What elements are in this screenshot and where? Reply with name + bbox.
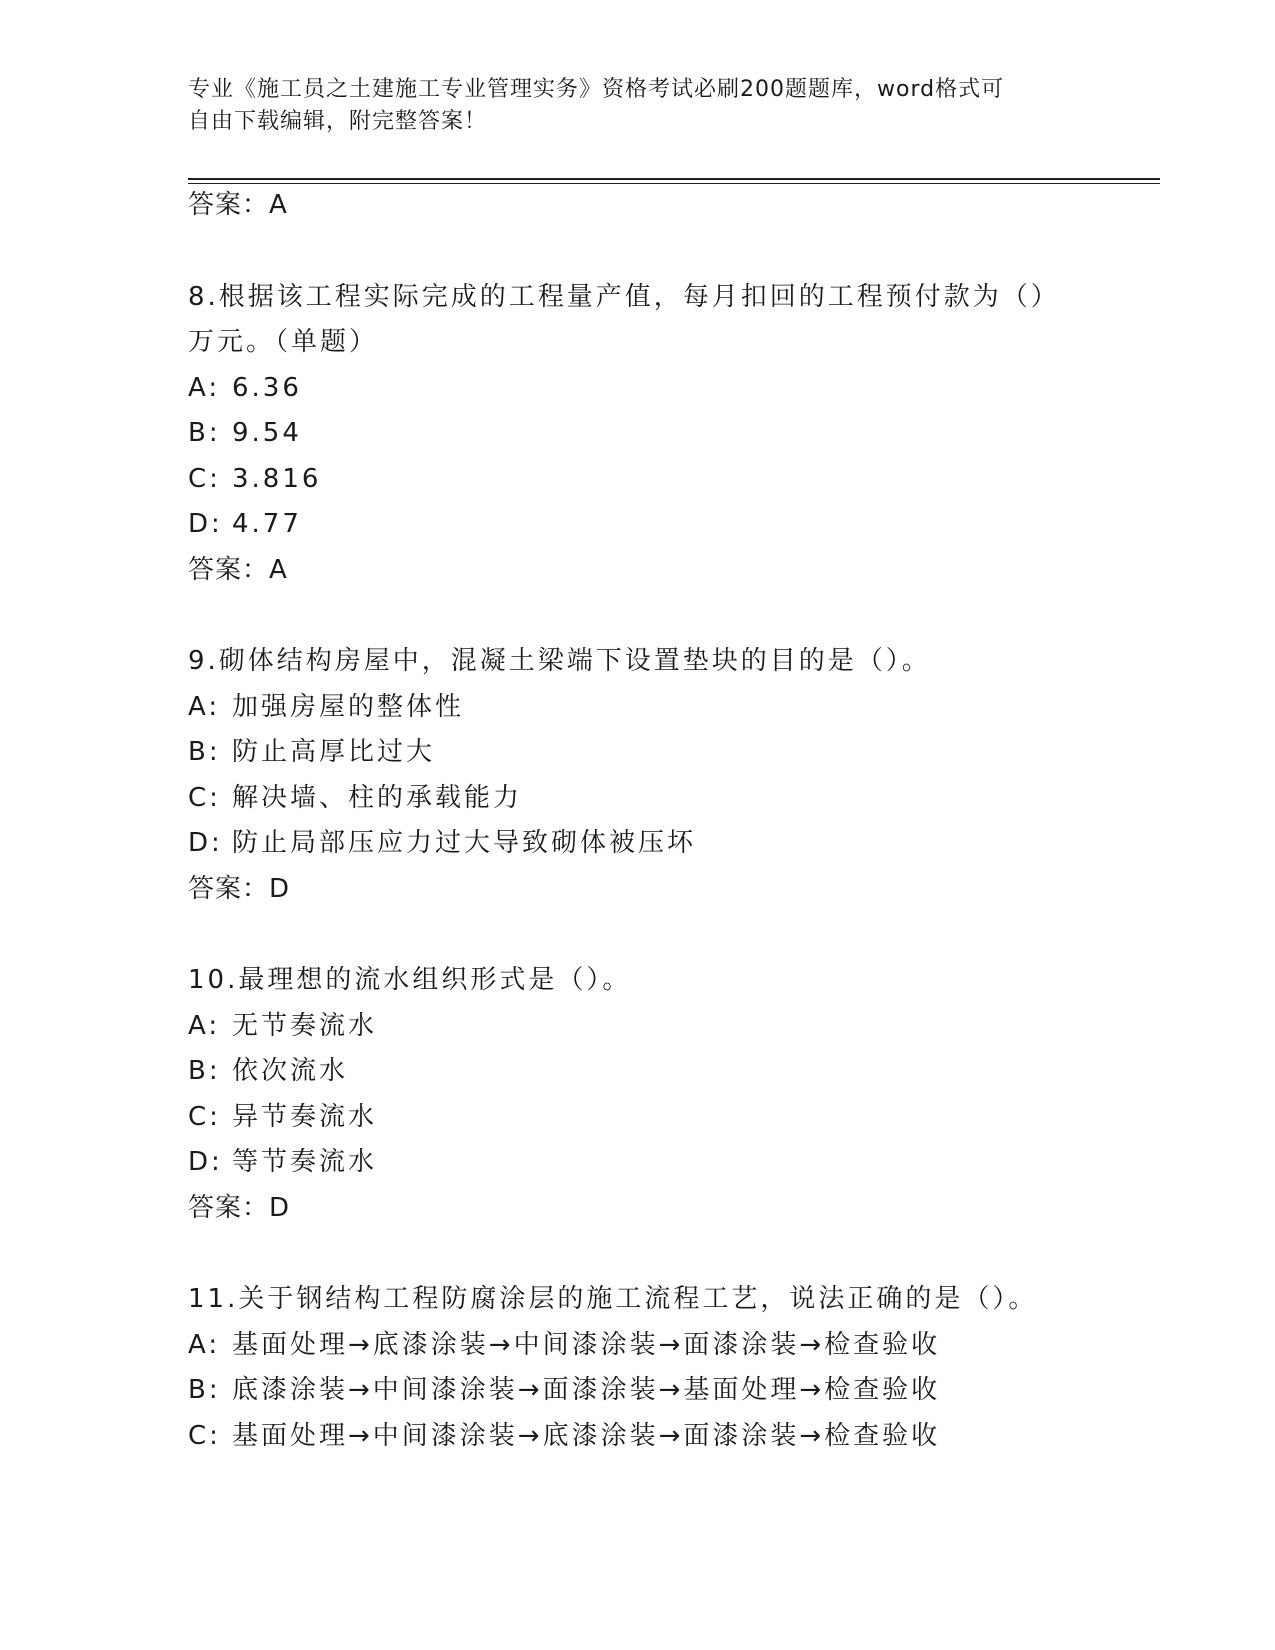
option-value: 无节奏流水 [232,1010,378,1041]
option-value: 9.54 [232,418,302,448]
option-key: C: [188,463,221,494]
page-header [188,74,1068,138]
option-value: 等节奏流水 [232,1147,378,1177]
spacer [188,912,1148,958]
question-10 [188,958,1148,1231]
option-value: 依次流水 [232,1056,349,1086]
option-d [188,1140,1148,1186]
option-value: 4.77 [232,509,302,539]
previous-answer: 答案：A [188,190,288,220]
option-b [188,730,1148,776]
option-b [188,1368,1148,1414]
option-key: C: [188,1420,221,1451]
option-c [188,1095,1148,1141]
option-value: 3.816 [232,463,322,494]
header-line-1: 专业《施工员之土建施工专业管理实务》资格考试必刷200题题库，word格式可 [188,77,1005,102]
option-key: D: [188,828,223,858]
option-value: 基面处理→中间漆涂装→底漆涂装→面漆涂装→检查验收 [232,1420,941,1451]
option-c [188,1414,1148,1460]
question-text: 9.砌体结构房屋中，混凝土梁端下设置垫块的目的是（）。 [188,646,931,676]
option-a [188,1323,1148,1369]
option-value: 加强房屋的整体性 [232,691,465,722]
option-key: A: [188,372,221,403]
answer: 答案：D [188,1192,291,1223]
option-key: C: [188,782,221,813]
option-c [188,776,1148,822]
question-text-continued: 万元。（单题） [188,327,379,357]
question-9 [188,639,1148,912]
option-a [188,685,1148,731]
question-8 [188,275,1148,594]
question-list [188,190,1148,1459]
option-d [188,821,1148,867]
option-b [188,411,1148,457]
option-d [188,502,1148,548]
option-value: 防止局部压应力过大导致砌体被压坏 [232,828,697,858]
option-key: B: [188,1375,221,1405]
option-key: B: [188,1056,221,1086]
option-c [188,457,1148,503]
spacer [188,1231,1148,1277]
option-key: D: [188,1147,223,1177]
option-key: D: [188,509,223,539]
option-value: 底漆涂装→中间漆涂装→面漆涂装→基面处理→检查验收 [232,1375,941,1405]
option-b [188,1049,1148,1095]
answer: 答案：D [188,873,291,904]
header-line-2: 自由下载编辑，附完整答案！ [188,109,488,134]
option-value: 基面处理→底漆涂装→中间漆涂装→面漆涂装→检查验收 [232,1329,941,1360]
spacer [188,593,1148,639]
option-value: 异节奏流水 [232,1101,378,1132]
question-11 [188,1277,1148,1459]
option-a [188,1004,1148,1050]
option-key: A: [188,691,221,722]
spacer [188,229,1148,275]
option-a [188,366,1148,412]
option-value: 防止高厚比过大 [232,737,436,767]
option-key: B: [188,418,221,448]
option-key: A: [188,1010,221,1041]
option-value: 解决墙、柱的承载能力 [232,782,523,813]
option-value: 6.36 [232,372,302,403]
option-key: C: [188,1101,221,1132]
option-key: B: [188,737,221,767]
answer: 答案：A [188,554,288,585]
option-key: A: [188,1329,221,1360]
question-text: 8.根据该工程实际完成的工程量产值，每月扣回的工程预付款为（） [188,281,1060,312]
question-text: 10.最理想的流水组织形式是（）。 [188,965,632,995]
question-text: 11.关于钢结构工程防腐涂层的施工流程工艺，说法正确的是（）。 [188,1284,1038,1314]
